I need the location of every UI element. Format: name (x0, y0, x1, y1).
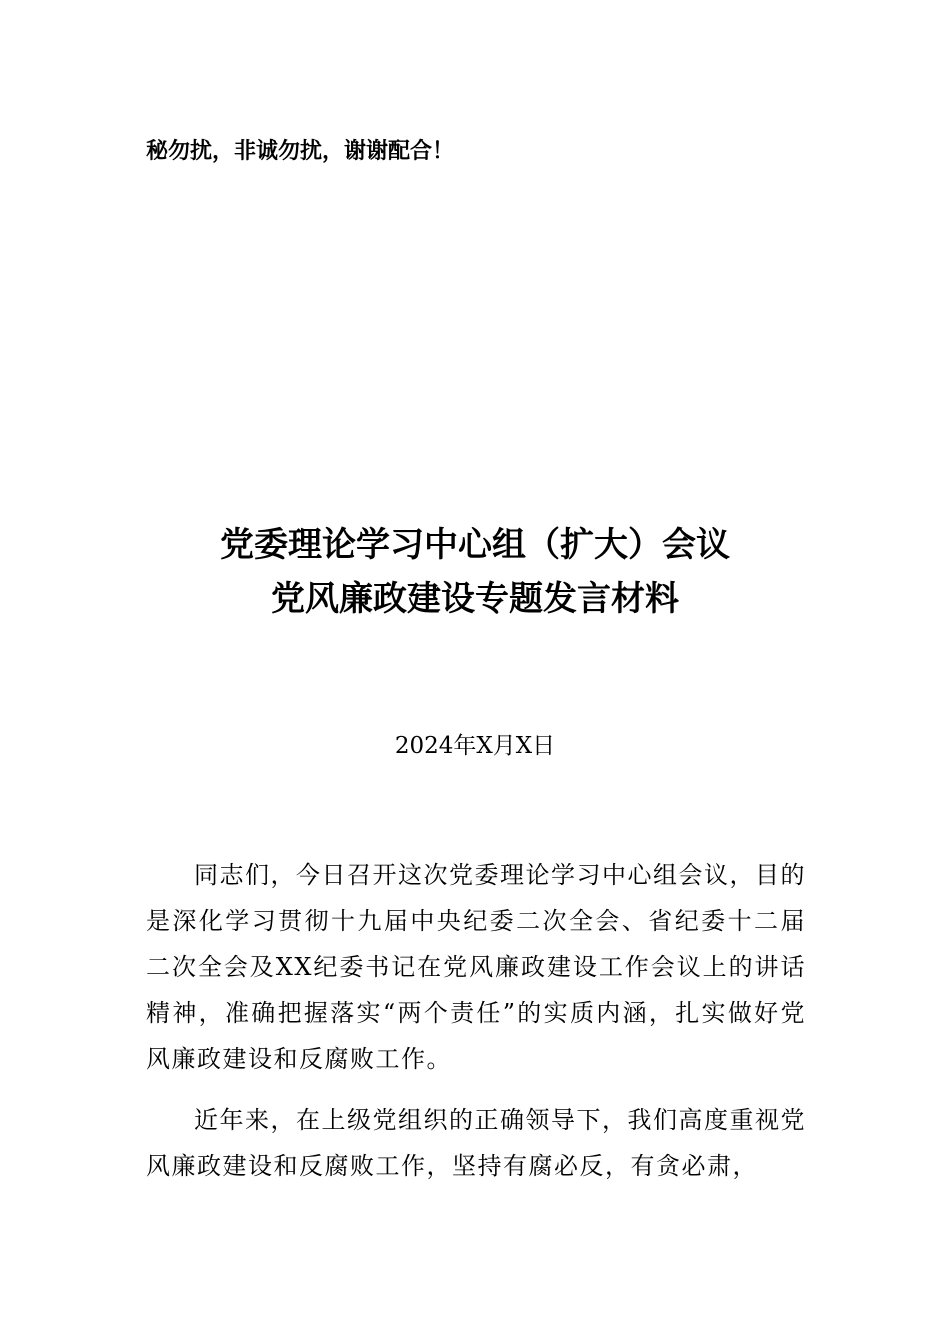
paragraph-1: 同志们，今日召开这次党委理论学习中心组会议，目的是深化学习贯彻十九届中央纪委二次全会、省纪委十二届二次全会及XX纪委书记在党风廉政建设工作会议上的讲话精神，准确把握落实“两个责任”的实质内涵，扎实做好党风廉政建设和反腐败工作。 (146, 861, 806, 1073)
title-line-2: 党风廉政建设专题发言材料 (271, 579, 679, 619)
document-date: 2024年X月X日 (394, 733, 556, 759)
document-title (0, 518, 950, 626)
paragraph-2: 近年来，在上级党组织的正确领导下，我们高度重视党风廉政建设和反腐败工作，坚持有腐必反，有贪必肃， (146, 1106, 806, 1180)
title-line-1: 党委理论学习中心组（扩大）会议 (220, 525, 730, 565)
body-text (146, 852, 806, 1204)
confidential-notice: 秘勿扰，非诚勿扰，谢谢配合！ (146, 138, 455, 164)
